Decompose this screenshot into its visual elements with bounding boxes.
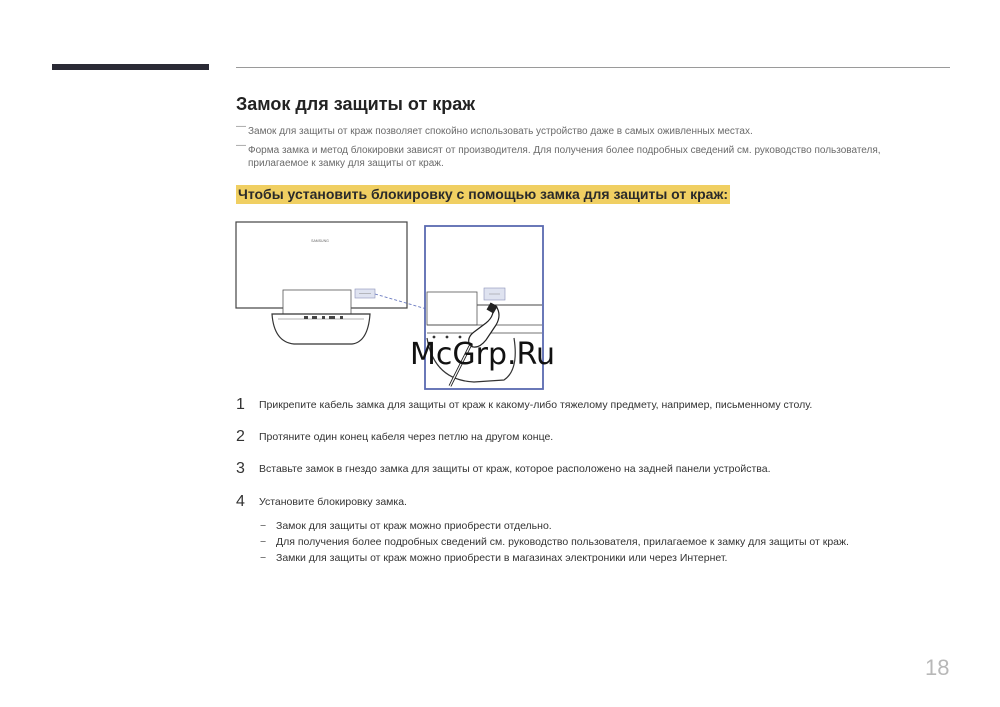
- header-rule: [236, 67, 950, 68]
- watermark: McGrp.Ru: [410, 337, 556, 372]
- step-number: 1: [236, 396, 245, 413]
- sub-note-text: Для получения более подробных сведений см. руководство пользователя, прилагаемое к замку для защиты от краж.: [276, 536, 849, 548]
- page-title: Замок для защиты от краж: [236, 94, 476, 114]
- step-number: 4: [236, 493, 245, 510]
- sub-note-dash: −: [260, 520, 267, 532]
- step-text: Протяните один конец кабеля через петлю на другом конце.: [259, 431, 554, 443]
- section-heading: Чтобы установить блокировку с помощью замка для защиты от краж:: [238, 186, 729, 202]
- step-number: 3: [236, 460, 245, 477]
- note-text: Форма замка и метод блокировки зависят от производителя. Для получения более подробных сведений см. руководство пользователя, прилагаемое к замку для защиты от краж.: [248, 145, 881, 169]
- note-1: [236, 121, 936, 138]
- sub-note-dash: −: [260, 552, 267, 564]
- page-number: 18: [925, 655, 950, 680]
- step-text: Прикрепите кабель замка для защиты от краж к какому-либо тяжелому предмету, например, письменному столу.: [259, 399, 813, 411]
- note-text: Замок для защиты от краж позволяет спокойно использовать устройство даже в самых оживленных местах.: [248, 126, 753, 137]
- sub-note-1: [260, 520, 552, 532]
- stand-base: [272, 314, 370, 344]
- sub-note-dash: −: [260, 536, 267, 548]
- step-text: Вставьте замок в гнездо замка для защиты от краж, которое расположено на задней панели устройства.: [259, 463, 771, 475]
- brand-label: SAMSUNG: [311, 239, 329, 243]
- sub-note-text: Замки для защиты от краж можно приобрести в магазинах электроники или через Интернет.: [276, 552, 728, 564]
- note-2: [236, 140, 936, 170]
- header-accent-bar: [52, 64, 209, 70]
- stand-neck: [283, 290, 351, 316]
- sub-note-text: Замок для защиты от краж можно приобрести отдельно.: [276, 520, 552, 532]
- step-number: 2: [236, 428, 245, 445]
- sub-note-3: [260, 552, 727, 564]
- step-text: Установите блокировку замка.: [259, 496, 407, 508]
- note-dash: ―: [236, 121, 246, 132]
- sub-note-2: [260, 536, 849, 548]
- note-dash: ―: [236, 140, 246, 151]
